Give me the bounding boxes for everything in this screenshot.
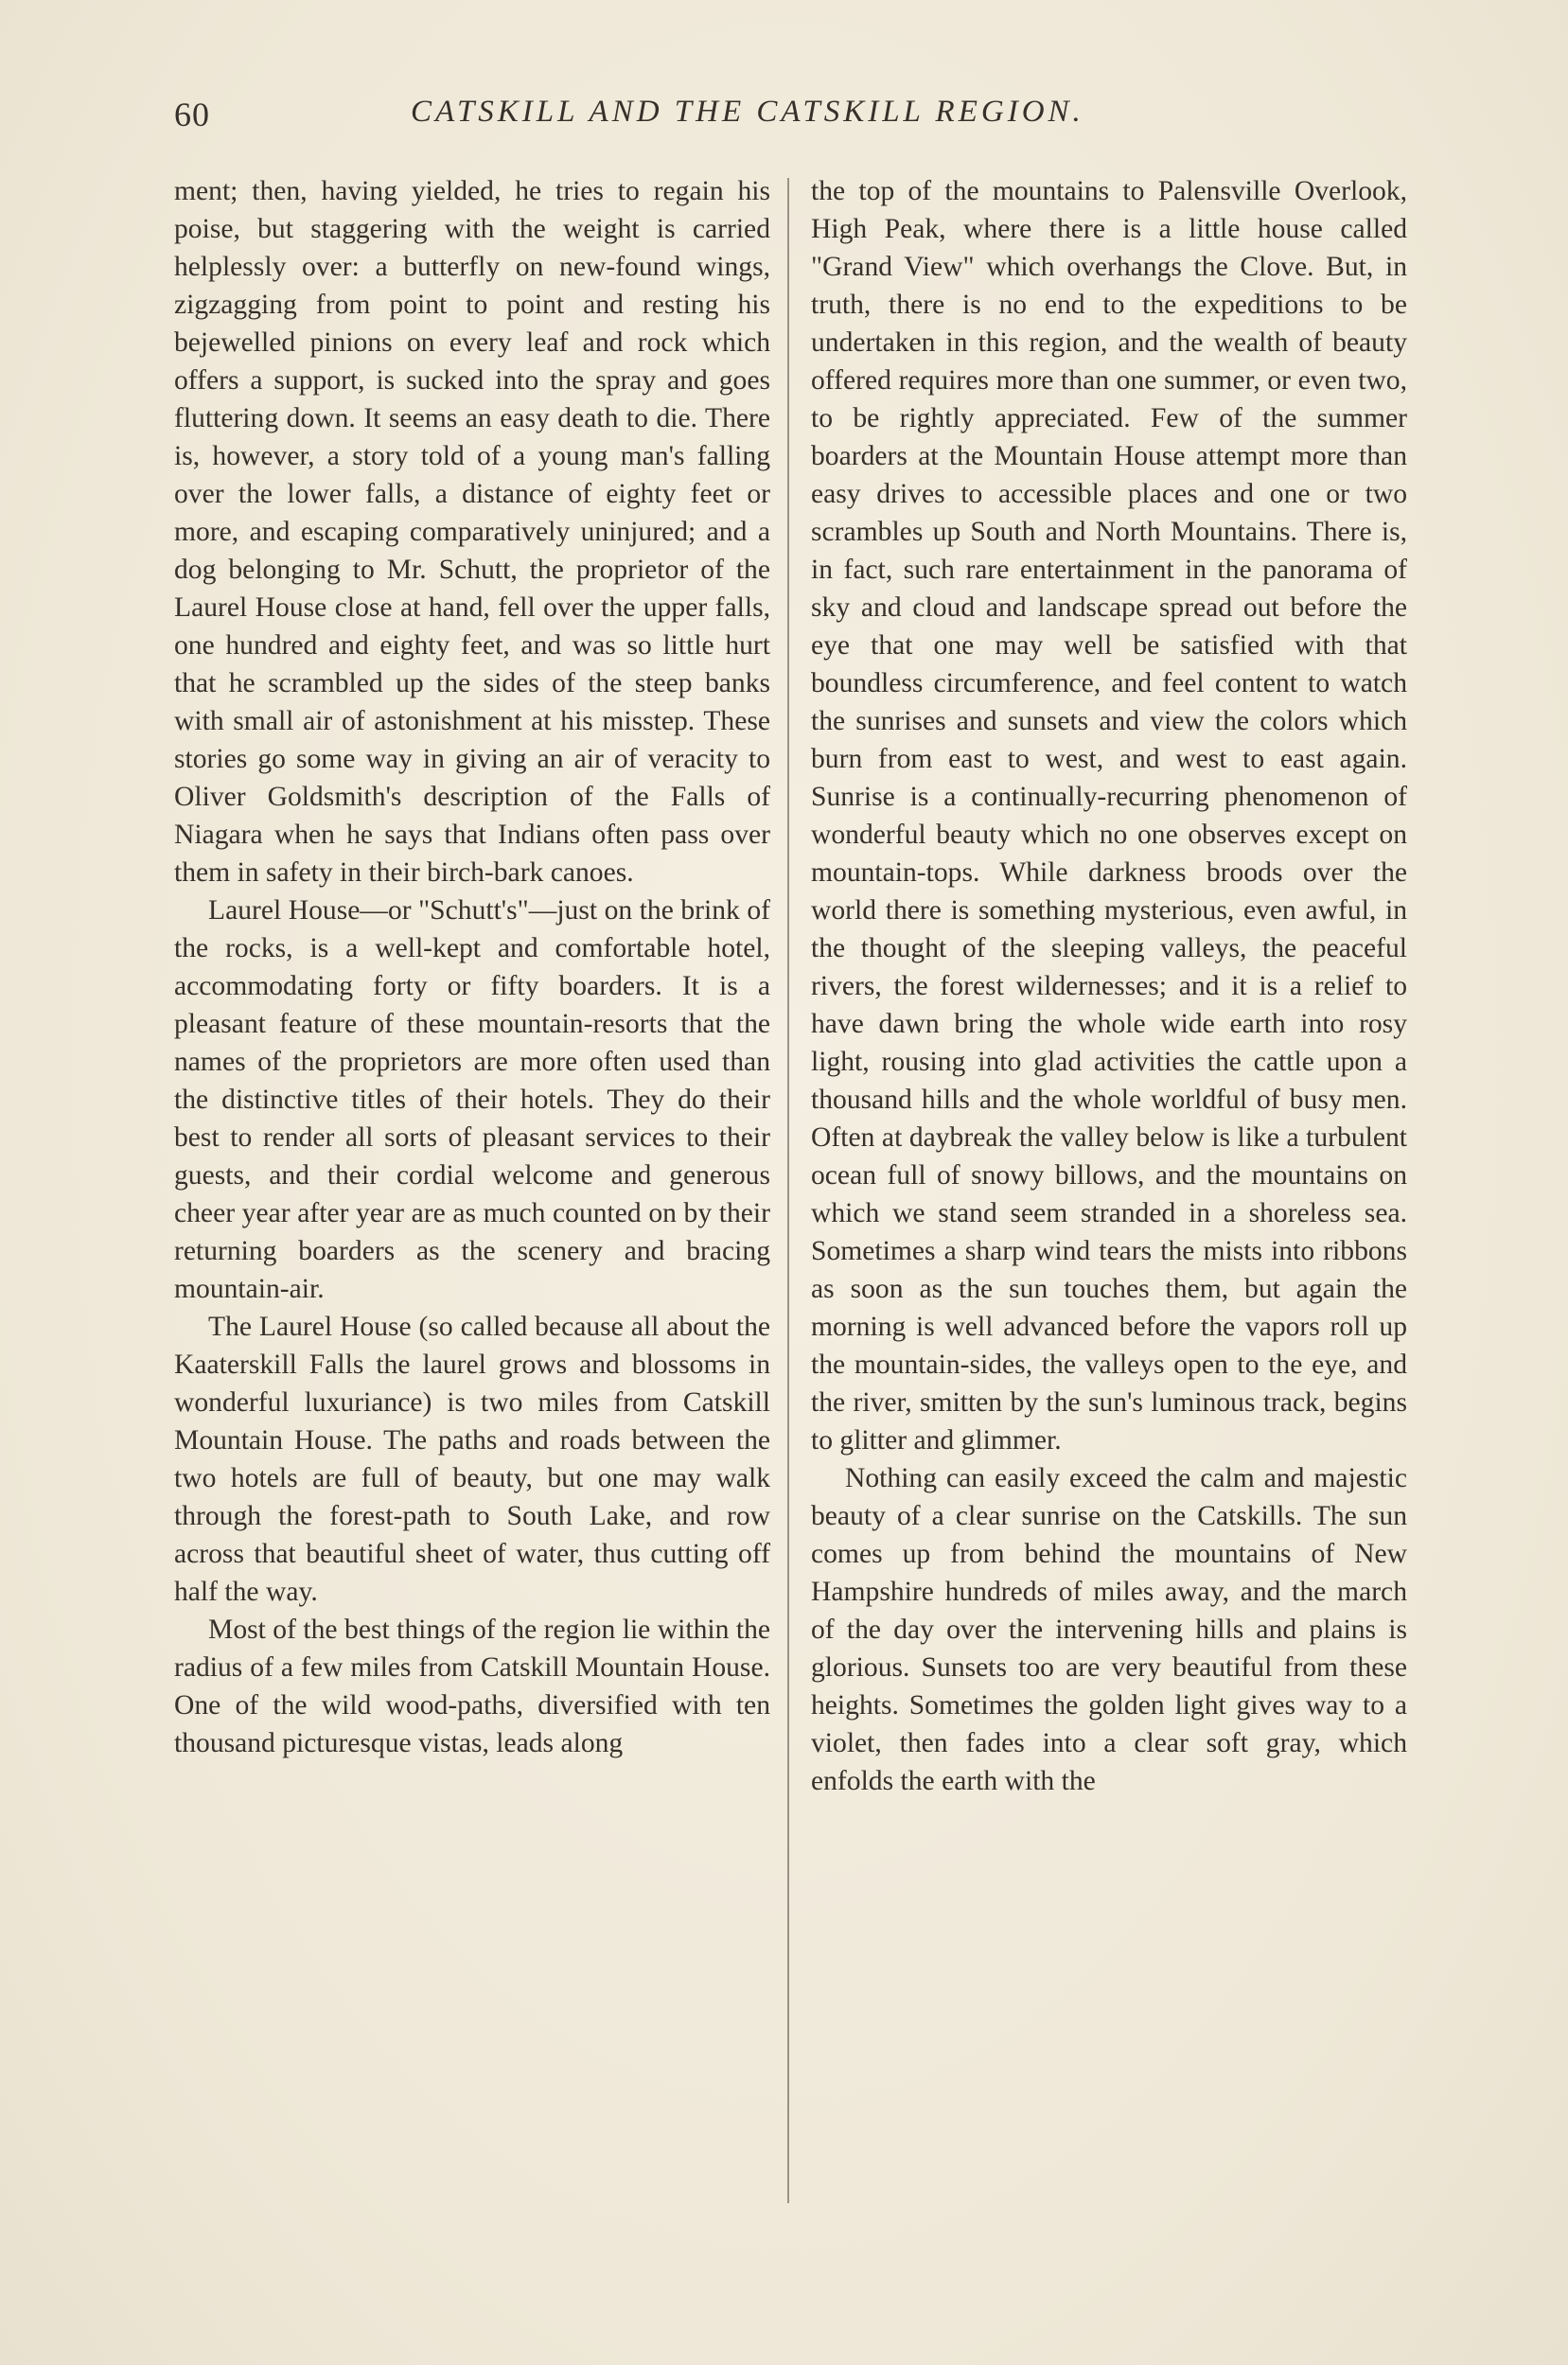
left-paragraph-3: The Laurel House (so called because all about the Kaaterskill Falls the laurel grows and blossoms in wonderful luxuriance) is two miles from Catskill Mountain House. The paths and roads between the two hotels are full of beauty, but one may walk through the forest-path to South Lake, and row across that beautiful sheet of water, thus cutting off half the way. (174, 1312, 770, 1607)
right-paragraph-1: the top of the mountains to Palensville Overlook, High Peak, where there is a little house called "Grand View" which overhangs the Clove. But, in truth, there is no end to the expeditions to be undertaken in this region, and the wealth of beauty offered requires more than one summer, or even two, to be rightly appreciated. Few of the summer boarders at the Mountain House attempt more than easy drives to accessible places and one or two scrambles up South and North Mountains. There is, in fact, such rare entertainment in the panorama of sky and cloud and landscape spread out before the eye that one may well be satisfied with that boundless circumference, and feel content to watch the sunrises and sunsets and view the colors which burn from east to west, and west to east again. Sunrise is a continually-recurring phenomenon of wonderful beauty which no one observes except on mountain-tops. While darkness broods over the world there is something mysterious, even awful, in the thought of the sleeping valleys, the peaceful rivers, the forest wildernesses; and it is a relief to have dawn bring the whole wide earth into rosy light, rousing into glad activities the cattle upon a thousand hills and the whole worldful of busy men. Often at daybreak the valley below is like a turbulent ocean full of snowy billows, and the mountains on which we stand seem stranded in a shoreless sea. Sometimes a sharp wind tears the mists into ribbons as soon as the sun touches them, but again the morning is well advanced before the vapors roll up the mountain-sides, the valleys open to the eye, and the river, smitten by the sun's luminous track, begins to glitter and glimmer. (811, 176, 1407, 1456)
right-column (811, 172, 1407, 2216)
left-paragraph-4: Most of the best things of the region lie within the radius of a few miles from Catskill Mountain House. One of the wild wood-paths, diversified with ten thousand picturesque vistas, leads along (174, 1615, 770, 1758)
page-header (174, 95, 1404, 142)
page-number: 60 (174, 96, 210, 133)
right-paragraph-2: Nothing can easily exceed the calm and majestic beauty of a clear sunrise on the Catskills. The sun comes up from behind the mountains of New Hampshire hundreds of miles away, and the march of the day over the intervening hills and plains is glorious. Sunsets too are very beautiful from these heights. Sometimes the golden light gives way to a violet, then fades into a clear soft gray, which enfolds the earth with the (811, 1463, 1407, 1796)
left-paragraph-1: ment; then, having yielded, he tries to regain his poise, but staggering with the weight is carried helplessly over: a butterfly on new-found wings, zigzagging from point to point and resting his bejewelled pinions on every leaf and rock which offers a support, is sucked into the spray and goes fluttering down. It seems an easy death to die. There is, however, a story told of a young man's falling over the lower falls, a distance of eighty feet or more, and escaping comparatively uninjured; and a dog belonging to Mr. Schutt, the proprietor of the Laurel House close at hand, fell over the upper falls, one hundred and eighty feet, and was so little hurt that he scrambled up the sides of the steep banks with small air of astonishment at his misstep. These stories go some way in giving an air of veracity to Oliver Goldsmith's description of the Falls of Niagara when he says that Indians often pass over them in safety in their birch-bark canoes. (174, 176, 770, 888)
left-paragraph-2: Laurel House—or "Schutt's"—just on the brink of the rocks, is a well-kept and comfortable hotel, accommodating forty or fifty boarders. It is a pleasant feature of these mountain-resorts that the names of the proprietors are more often used than the distinctive titles of their hotels. They do their best to render all sorts of pleasant services to their guests, and their cordial welcome and generous cheer year after year are as much counted on by their returning boarders as the scenery and bracing mountain-air. (174, 895, 770, 1304)
column-divider (787, 178, 789, 2203)
running-head: CATSKILL AND THE CATSKILL REGION. (411, 95, 1084, 129)
left-column (174, 172, 770, 2216)
